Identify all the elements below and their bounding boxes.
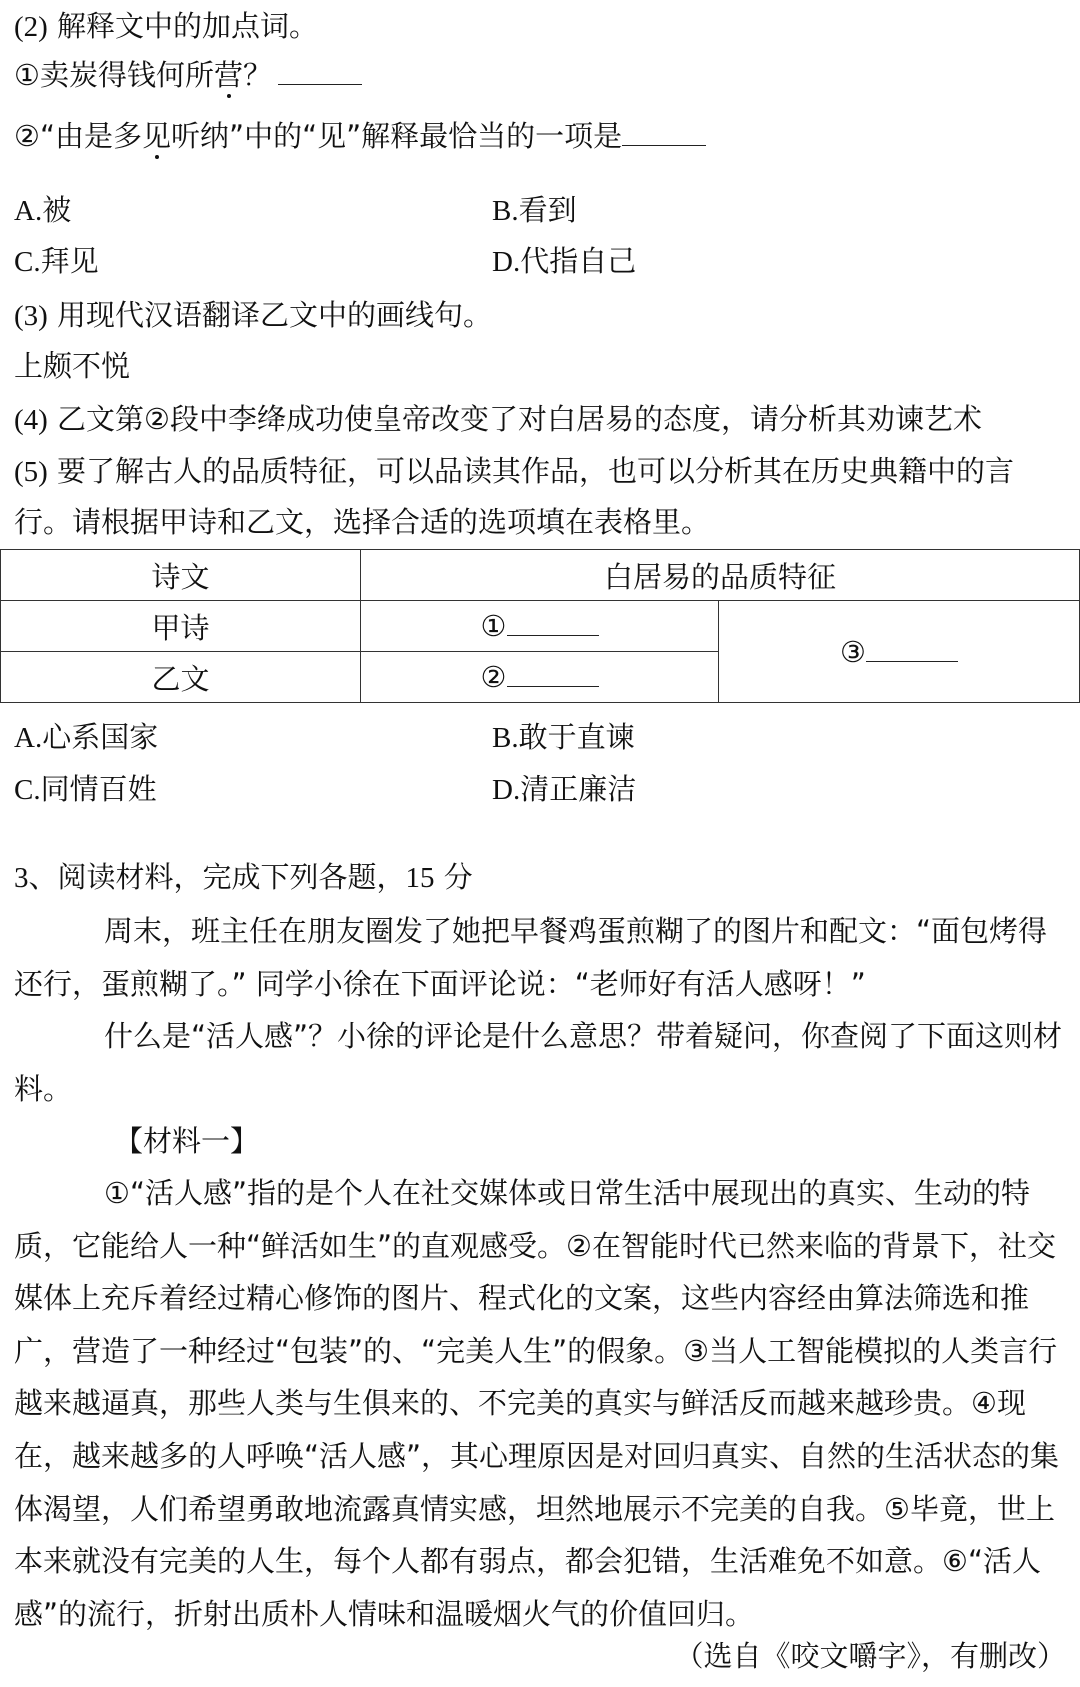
option-text: 被 <box>42 193 72 227</box>
answer-blank[interactable] <box>278 62 362 85</box>
option-letter: C. <box>14 246 41 278</box>
table-row-label: 甲诗 <box>1 601 361 652</box>
paragraph-question: 什么是“活人感”？小徐的评论是什么意思？带着疑问，你查阅了下面这则材料。 <box>14 1019 1063 1106</box>
q2-number: (2) <box>14 11 48 43</box>
table-cell-blank-3[interactable] <box>719 601 1080 703</box>
section3-heading <box>14 859 473 896</box>
option-text: 敢于直谏 <box>518 720 635 754</box>
table-cell-blank-2[interactable] <box>361 652 719 703</box>
q2-option-b[interactable] <box>492 192 577 229</box>
source-citation: （选自《咬文嚼字》，有删改） <box>674 1639 1066 1673</box>
section-number: 3、 <box>14 862 58 894</box>
q3-sentence: 上颇不悦 <box>14 349 131 383</box>
q5-option-d[interactable] <box>492 771 636 808</box>
answer-blank[interactable] <box>866 639 958 662</box>
q5-option-c[interactable] <box>14 771 157 808</box>
table-header-row <box>1 550 1080 601</box>
table-row-label: 乙文 <box>1 652 361 703</box>
option-text: 同情百姓 <box>40 772 157 806</box>
option-letter: C. <box>14 774 41 806</box>
table-header-trait: 白居易的品质特征 <box>361 550 1080 601</box>
q5-title <box>14 453 1014 490</box>
option-text: 看到 <box>518 193 577 227</box>
section-heading-text: 阅读材料，完成下列各题， <box>57 860 406 894</box>
option-letter: B. <box>492 195 519 227</box>
blank-marker: ③ <box>840 634 866 669</box>
q2-sub2 <box>14 118 706 154</box>
q5-option-a[interactable] <box>14 719 158 756</box>
q4-title-text: 乙文第②段中李绛成功使皇帝改变了对白居易的态度，请分析其劝谏艺术 <box>57 402 983 436</box>
q2-option-d[interactable] <box>492 243 636 280</box>
q4-title <box>14 401 982 438</box>
q2-option-c[interactable] <box>14 243 99 280</box>
q2-sub2-prefix: ②“由是多 <box>14 119 143 153</box>
q5-number: (5) <box>14 456 48 488</box>
dotted-word: 营 <box>214 58 244 92</box>
answer-blank[interactable] <box>507 613 599 636</box>
option-text: 代指自己 <box>520 244 637 278</box>
option-text: 心系国家 <box>42 720 159 754</box>
q2-sub2-suffix: 听纳”中的“见”解释最恰当的一项是 <box>171 119 623 153</box>
material-paragraph: ①“活人感”指的是个人在社交媒体或日常生活中展现出的真实、生动的特质，它能给人一种“鲜活如生”的直观感受。②在智能时代已然来临的背景下，社交媒体上充斥着经过精心修饰的图片、程式化的文案，这些内容经由算法筛选和推广，营造了一种经过“包装”的、“完美人生”的假象。③当人工智能模拟的人类言行越来越逼真，那些人类与生俱来的、不完美的真实与鲜活反而越来越珍贵。④现在，越来越多的人呼唤“活人感”，其心理原因是对回归真实、自然的生活状态的集体渴望，人们希望勇敢地流露真情实感，坦然地展示不完美的自我。⑤毕竟，世上本来就没有完美的人生，每个人都有弱点，都会犯错，生活难免不如意。⑥“活人感”的流行，折射出质朴人情味和温暖烟火气的价值回归。 <box>14 1176 1060 1631</box>
q2-sub1-prefix: ①卖炭得钱何所 <box>14 58 214 92</box>
dotted-word: 见 <box>142 119 172 153</box>
table-row <box>1 601 1080 652</box>
q5-option-b[interactable] <box>492 719 635 756</box>
answer-blank[interactable] <box>507 664 599 687</box>
paragraph-scenario: 周末，班主任在朋友圈发了她把早餐鸡蛋煎糊了的图片和配文：“面包烤得还行，蛋煎糊了。” 同学小徐在下面评论说：“老师好有活人感呀！” <box>14 914 1048 1001</box>
option-letter: B. <box>492 722 519 754</box>
blank-marker: ② <box>480 660 507 694</box>
q2-sub1-suffix: ？ <box>243 58 273 92</box>
answer-blank[interactable] <box>622 123 706 146</box>
q3-number: (3) <box>14 300 48 332</box>
q2-title <box>14 8 318 45</box>
q3-title-text: 用现代汉语翻译乙文中的画线句。 <box>57 298 493 332</box>
table-header-poem: 诗文 <box>1 550 361 601</box>
q5-answer-table <box>0 549 1080 703</box>
table-cell-blank-1[interactable] <box>361 601 719 652</box>
q2-sub1 <box>14 57 362 93</box>
section-score: 15 <box>405 862 435 894</box>
option-letter: D. <box>492 246 521 278</box>
q3-title <box>14 297 492 334</box>
q5-title-line2: 行。请根据甲诗和乙文，选择合适的选项填在表格里。 <box>14 505 711 539</box>
q2-title-text: 解释文中的加点词。 <box>57 9 319 43</box>
q4-number: (4) <box>14 404 48 436</box>
option-letter: A. <box>14 195 43 227</box>
option-letter: D. <box>492 774 521 806</box>
option-letter: A. <box>14 722 43 754</box>
material-title: 【材料一】 <box>114 1124 260 1158</box>
option-text: 清正廉洁 <box>520 772 637 806</box>
section-score-unit: 分 <box>443 860 473 894</box>
blank-marker: ① <box>480 609 507 643</box>
q2-option-a[interactable] <box>14 192 71 229</box>
q5-title-text: 要了解古人的品质特征，可以品读其作品，也可以分析其在历史典籍中的言 <box>57 454 1015 488</box>
option-text: 拜见 <box>40 244 99 278</box>
